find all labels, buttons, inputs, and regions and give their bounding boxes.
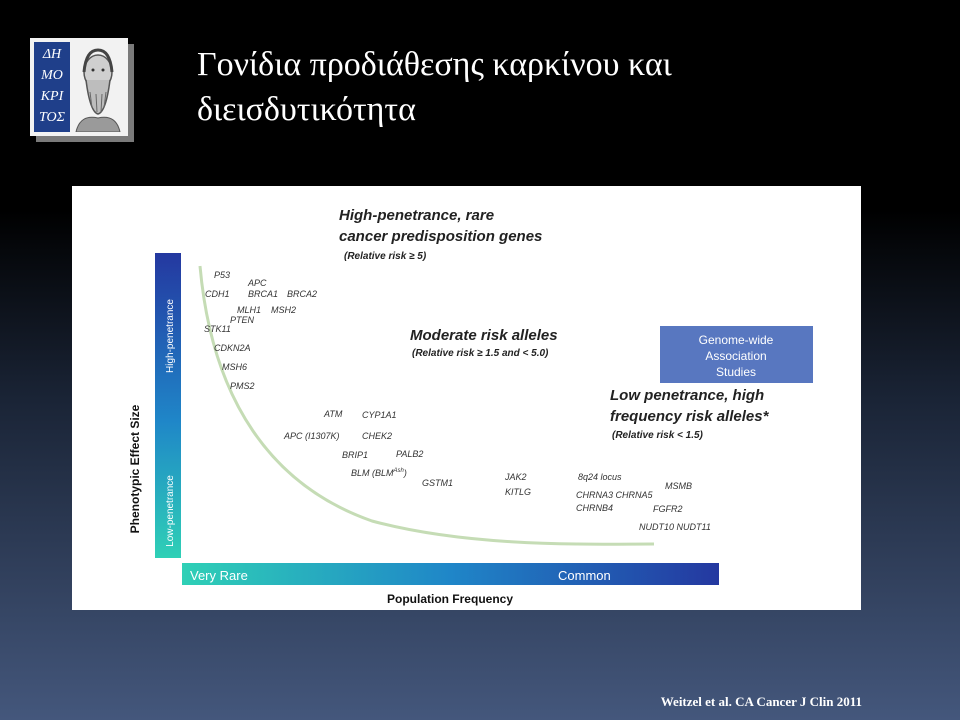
y-axis-title: Phenotypic Effect Size <box>128 404 142 534</box>
gene-label: CHRNB4 <box>576 503 614 513</box>
gene-label: MSH2 <box>271 305 297 315</box>
gene-label: CDH1 <box>205 289 230 299</box>
gene-label: PALB2 <box>396 449 424 459</box>
gene-label: PTEN <box>230 315 255 325</box>
low-penetrance-title-2: frequency risk alleles* <box>610 408 769 425</box>
logo-letters: ΔΗ ΜΟ ΚΡΙ ΤΟΣ <box>39 47 65 125</box>
gene-label: GSTM1 <box>422 478 454 488</box>
gene-label: CDKN2A <box>214 343 251 353</box>
gene-label: CHRNA3 CHRNA5 <box>576 490 653 500</box>
gene-label: MLH1 <box>237 305 262 315</box>
gwas-label-line3: Studies <box>715 365 757 379</box>
moderate-risk-title: Moderate risk alleles <box>410 327 558 344</box>
low-penetrance-title-1: Low penetrance, high <box>610 387 765 404</box>
gene-label: PMS2 <box>230 381 255 391</box>
gene-label: 8q24 locus <box>578 472 622 482</box>
gene-label: STK11 <box>204 324 231 334</box>
gene-label: APC <box>248 278 267 288</box>
gene-label: KITLG <box>505 487 532 497</box>
gene-label: ATM <box>324 409 343 419</box>
citation: Weitzel et al. CA Cancer J Clin 2011 <box>660 694 862 709</box>
gwas-label-line2: Association <box>705 349 767 363</box>
gene-label: MSH6 <box>222 362 248 372</box>
high-penetrance-title-2: cancer predisposition genes <box>339 228 543 245</box>
x-bar-left-label: Very Rare <box>190 568 248 583</box>
gene-label: NUDT10 NUDT11 <box>639 522 711 532</box>
x-bar-right-label: Common <box>558 568 611 583</box>
penetrance-diagram <box>72 186 861 610</box>
gene-label: MSMB <box>665 481 692 491</box>
slide-title: Γονίδια προδιάθεσης καρκίνου και διεισδυτικότητα <box>197 46 672 128</box>
gene-label: BRCA1 <box>248 289 279 299</box>
low-penetrance-subtitle: (Relative risk < 1.5) <box>612 430 703 441</box>
democritus-logo <box>30 38 128 136</box>
gene-label: BRCA2 <box>287 289 318 299</box>
x-axis-title: Population Frequency <box>386 592 514 606</box>
moderate-risk-subtitle: (Relative risk ≥ 1.5 and < 5.0) <box>412 348 549 359</box>
x-axis-bar <box>182 563 719 585</box>
gene-label: FGFR2 <box>653 504 683 514</box>
gene-label: CHEK2 <box>362 431 393 441</box>
gene-label: P53 <box>214 270 231 280</box>
high-penetrance-subtitle: (Relative risk ≥ 5) <box>344 251 427 262</box>
y-bar-bottom-label: Low-penetrance <box>165 475 176 547</box>
gwas-label-line1: Genome-wide <box>698 333 774 347</box>
gene-label: BRIP1 <box>342 450 369 460</box>
gene-label: BLM $(BLM^{Ash})$ <box>351 468 407 478</box>
gene-label: CYP1A1 <box>362 410 397 420</box>
penetrance-figure <box>72 186 861 610</box>
gene-label: APC (I1307K) <box>284 431 340 441</box>
high-penetrance-title-1: High-penetrance, rare <box>339 207 495 224</box>
logo-portrait <box>72 42 124 132</box>
y-bar-top-label: High-penetrance <box>165 299 176 373</box>
gene-label: JAK2 <box>505 472 527 482</box>
